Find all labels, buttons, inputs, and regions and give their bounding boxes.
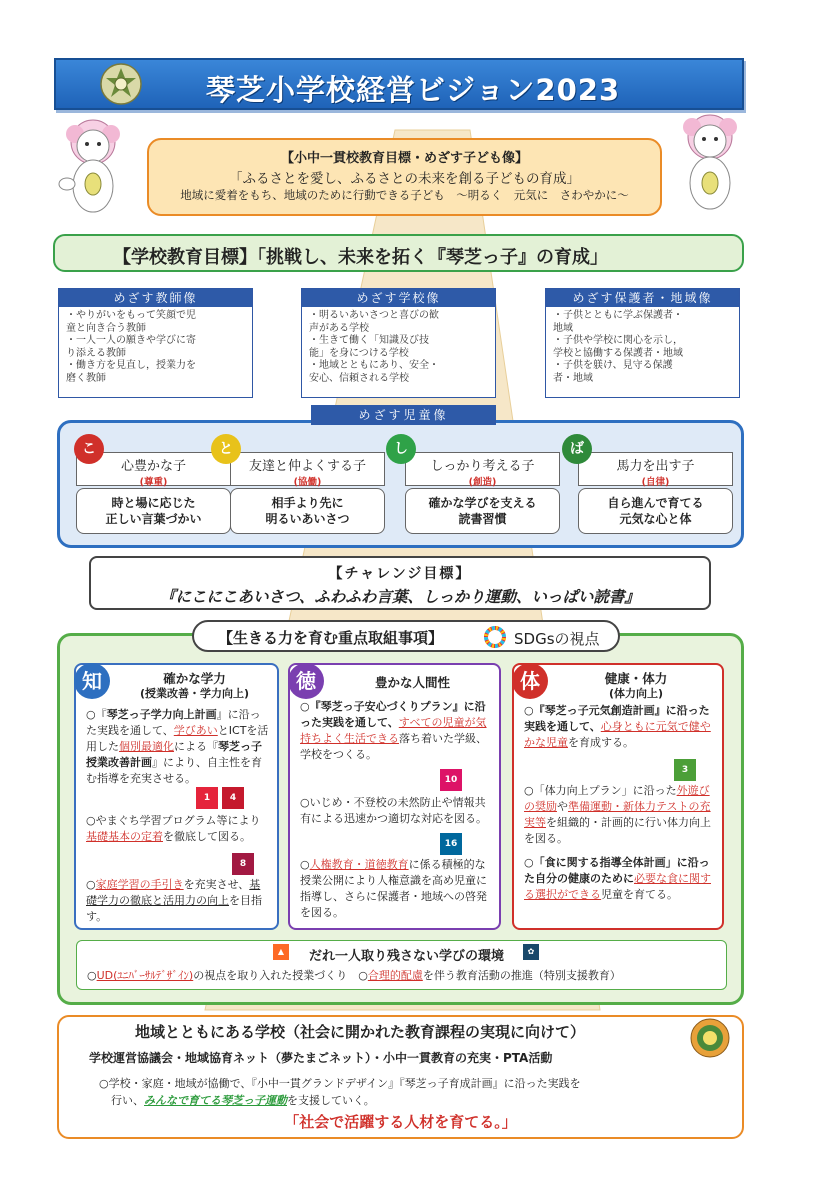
school-education-goal — [53, 234, 744, 272]
kanji-chi: 知 — [74, 663, 110, 699]
kanji-tai: 体 — [512, 663, 548, 699]
chi-paragraph-2: ○やまぐち学習プログラム等により基礎基本の定着を徹底して図る。 — [86, 814, 261, 843]
child-desc-2: 元気な心と体 — [619, 512, 692, 526]
sdg-1-icon: 1 — [196, 787, 218, 809]
tai-paragraph-1: ○『琴芝っ子元気創造計画』に沿った実践を通して、心身ともに元気で健やかな児童を育成する。 — [524, 704, 711, 749]
child-item-bariki — [578, 452, 733, 536]
child-item-tomodachi — [230, 452, 385, 536]
ideal-line: 安心、信頼される学校 — [309, 372, 409, 384]
child-tag: (尊重) — [139, 477, 168, 488]
children-ideal-title: めざす児童像 — [311, 405, 496, 425]
sdg-16-icon: 16 — [440, 833, 462, 855]
ideal-line: 地域 — [553, 322, 573, 334]
tai-paragraph-2: ○「体力向上プラン」に沿った外遊びの奨励や準備運動・新体力テストの充実等を組織的・計画的に行い体力向上を図る。 — [524, 784, 711, 845]
challenge-text: 『にこにこあいさつ、ふわふわ言葉、しっかり運動、いっぱい読書』 — [160, 588, 640, 606]
community-desc-1: ○学校・家庭・地域が協働で、『小中一貫グランドデザイン』『琴芝っ子育成計画』に沿った実践を — [99, 1077, 581, 1090]
child-tag: (創造) — [468, 477, 497, 488]
ideal-line: ・やりがいをもって笑顔で児 — [66, 310, 196, 321]
child-desc-1: 自ら進んで育てる — [607, 496, 704, 510]
ideal-line: ・明るいあいさつと喜びの歓 — [309, 310, 439, 321]
child-name: 馬力を出す子 — [616, 459, 695, 474]
badge-shi: し — [386, 434, 416, 464]
sdg-3-icon: 3 — [674, 759, 696, 781]
school-goal-text: 【学校教育目標】「挑戦し、未来を拓く『琴芝っ子』の育成」 — [113, 247, 608, 268]
child-name: 心豊かな子 — [120, 459, 186, 474]
column-knowledge — [74, 663, 279, 930]
mascot-left-icon — [55, 118, 131, 222]
ideal-teacher-box — [58, 288, 253, 398]
challenge-heading: 【チャレンジ目標】 — [328, 566, 472, 582]
column-subtitle: (授業改善・学力向上) — [139, 687, 250, 700]
ideal-line: ・子供とともに学ぶ保護者・ — [553, 310, 683, 321]
ideal-line: り添える教師 — [66, 347, 126, 359]
ideal-line: 者・地域 — [553, 372, 593, 384]
badge-ko: こ — [74, 434, 104, 464]
ideal-line: ・子供を躾け、見守る保護 — [553, 360, 673, 371]
ideal-line: 童と向き合う教師 — [66, 322, 146, 334]
ideal-school-box — [301, 288, 496, 398]
column-subtitle: (体力向上) — [608, 687, 664, 700]
chi-paragraph-3: ○家庭学習の手引きを充実させ、基礎学力の徹底と活用力の向上を目指す。 — [86, 878, 262, 923]
community-school-box — [57, 1015, 744, 1139]
sdg-icon-small: ✿ — [523, 944, 539, 960]
child-name: 友達と仲よくする子 — [248, 459, 366, 474]
sdg-wheel-icon — [484, 626, 506, 648]
ideal-parents-box — [545, 288, 740, 398]
community-sub: 学校運営協議会・地域協育ネット（夢たまごネット）・小中一貫教育の充実・PTA活動 — [89, 1051, 553, 1065]
ideal-line: 学校と協働する保護者・地域 — [553, 347, 683, 359]
priority-heading: 【生きる力を育む重点取組事項】 — [218, 629, 444, 647]
child-tag: (自律) — [641, 477, 670, 488]
child-name: しっかり考える子 — [430, 459, 535, 474]
child-desc-2: 正しい言葉づかい — [105, 512, 202, 526]
column-health — [512, 663, 724, 930]
ideal-line: 磨く教師 — [66, 372, 106, 384]
ideal-line: 能」を身につける学校 — [309, 347, 409, 359]
tai-paragraph-3: ○「食に関する指導全体計画」に沿った自分の健康のために必要な食に関する選択ができる児童を育てる。 — [524, 856, 711, 901]
toku-paragraph-1: ○『琴芝っ子安心づくりプラン』に沿った実践を通して、すべての児童が気持ちよく生活できる落ち着いた学級、学校をつくる。 — [300, 700, 487, 761]
ideal-parents-title: めざす保護者・地域像 — [546, 289, 739, 307]
ideal-line: ・一人一人の願きや学びに寄 — [66, 335, 196, 346]
community-slogan: 「社会で活躍する人材を育てる。」 — [284, 1113, 517, 1131]
ideal-school-title: めざす学校像 — [302, 289, 495, 307]
joint-goal-heading: 【小中一貫校教育目標・めざす子ども像】 — [280, 151, 528, 166]
sdg-10-icon: 10 — [440, 769, 462, 791]
column-morality — [288, 663, 501, 930]
kanji-toku: 徳 — [288, 663, 324, 699]
mascot-right-icon — [672, 113, 748, 217]
sdg-icon-small: ▲ — [273, 944, 289, 960]
ideal-line: ・働き方を見直し，授業力を — [66, 360, 196, 371]
column-title: 確かな学力 — [163, 671, 226, 686]
community-logo-icon — [690, 1018, 730, 1058]
toku-paragraph-3: ○人権教育・道徳教育に係る積極的な授業公開により人権意識を高め児童に指導し、さらに保護者・地域への啓発を図る。 — [300, 858, 487, 919]
child-desc-1: 相手より先に — [271, 496, 344, 510]
ideal-teacher-title: めざす教師像 — [59, 289, 252, 307]
sdg-4-icon: 4 — [222, 787, 244, 809]
joint-goal-sub: 地域に愛着をもち、地域のために行動できる子ども ～明るく 元気に さわやかに～ — [180, 188, 629, 202]
badge-to: と — [211, 434, 241, 464]
child-desc-1: 時と場に応じた — [111, 496, 196, 510]
child-desc-2: 明るいあいさつ — [265, 512, 350, 526]
ideal-line: ・生きて働く「知識及び技 — [309, 335, 429, 346]
child-item-shikkari — [405, 452, 560, 536]
child-desc-2: 読書習慣 — [458, 512, 507, 526]
ideal-line: ・地域とともにあり、安全・ — [309, 360, 439, 371]
child-desc-1: 確かな学びを支える — [428, 496, 537, 510]
priority-heading-box — [192, 620, 620, 652]
child-item-kokoro — [76, 452, 231, 536]
page-title: 琴芝小学校経営ビジョン2023 — [206, 73, 621, 107]
joint-education-goal — [147, 138, 662, 216]
sdg-label: SDGsの視点 — [514, 630, 600, 648]
joint-goal-main: 「ふるさとを愛し、ふるさとの未来を創る子どもの育成」 — [229, 171, 580, 187]
ideal-line: 声がある学校 — [309, 322, 369, 334]
sdg-8-icon: 8 — [232, 853, 254, 875]
title-banner — [54, 58, 744, 110]
chi-paragraph-1: ○『琴芝っ子学力向上計画』に沿った実践を通して、学びあいとICTを活用した個別最適化による『琴芝っ子授業改善計画』により、自主性を育む指導を充実させる。 — [86, 708, 269, 785]
inclusive-text: ○UD(ﾕﾆﾊﾞｰｻﾙﾃﾞｻﾞｲﾝ)の視点を取り入れた授業づくり ○合理的配慮を伴う教育活動の推進（特別支援教育） — [87, 969, 621, 982]
column-title: 健康・体力 — [604, 671, 668, 686]
challenge-goal-box — [89, 556, 711, 610]
ideal-line: ・子供や学校に関心を示し， — [553, 335, 683, 346]
inclusive-heading: だれ一人取り残さない学びの環境 — [309, 949, 505, 964]
community-desc-2: 行い、みんなで育てる琴芝っ子運動を支援していく。 — [111, 1094, 375, 1107]
badge-ba: ば — [562, 434, 592, 464]
column-title: 豊かな人間性 — [374, 675, 450, 690]
child-tag: (協働) — [293, 477, 322, 488]
school-emblem-icon — [100, 63, 142, 105]
community-heading: 地域とともにある学校（社会に開かれた教育課程の実現に向けて） — [135, 1023, 586, 1041]
toku-paragraph-2: ○いじめ・不登校の未然防止や情報共有による迅速かつ適切な対応を図る。 — [300, 796, 487, 825]
inclusive-environment-box — [76, 940, 727, 990]
